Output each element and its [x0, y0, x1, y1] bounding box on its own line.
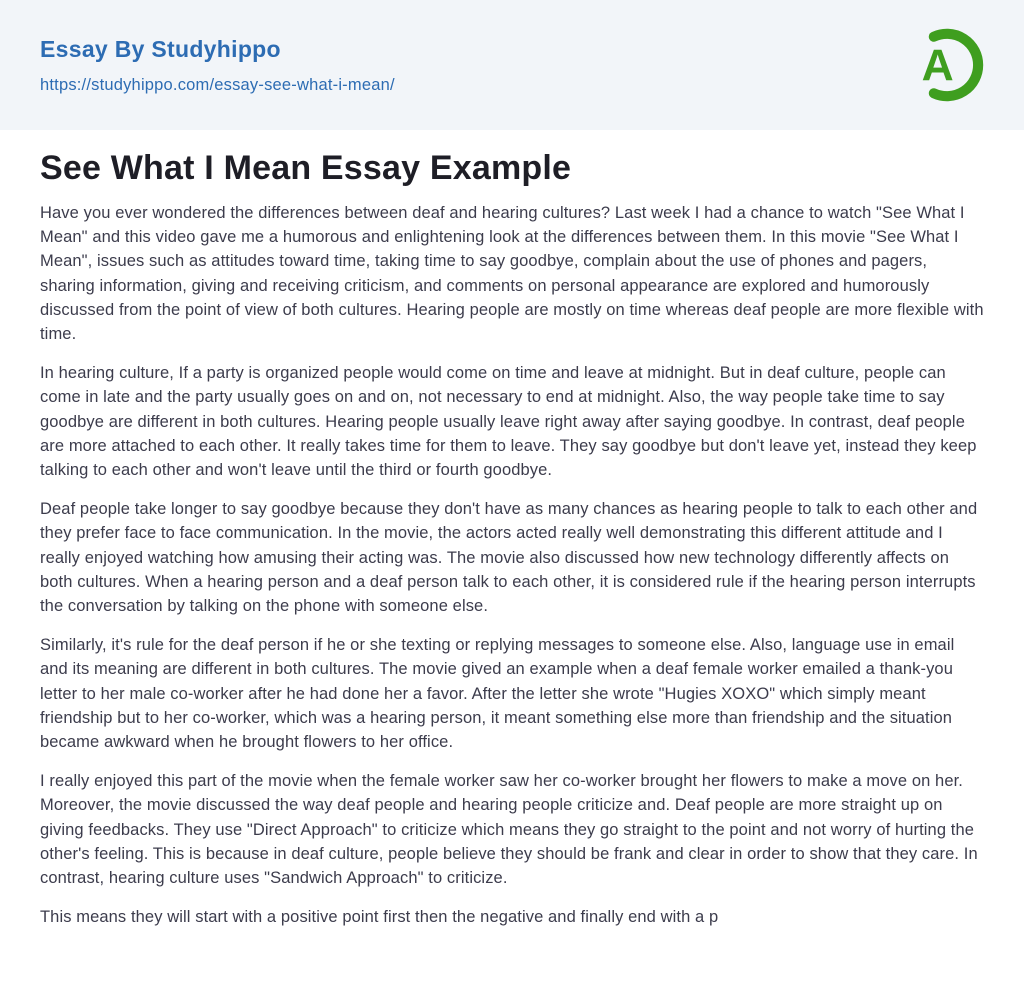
site-title: Essay By Studyhippo: [40, 35, 281, 62]
essay-body: [40, 201, 984, 929]
essay-paragraph: Similarly, it's rule for the deaf person if he or she texting or replying messages to someone else. Also, language use in email and its meaning are different in both cultures. The movie gived an example when a deaf female worker emailed a thank-you letter to her male co-worker after he had done her a favor. After the letter she wrote "Hugies XOXO" which simply meant friendship but to her co-worker, which was a hearing person, it meant something else more than friendship and the situation became awkward when he brought flowers to her office.: [40, 636, 955, 752]
logo-letter: A: [921, 41, 954, 91]
essay-url-link[interactable]: https://studyhippo.com/essay-see-what-i-mean/: [40, 75, 395, 94]
essay-paragraph: In hearing culture, If a party is organized people would come on time and leave at midnight. But in deaf culture, people can come in late and the party usually goes on and on, not necessary to end at midnight. Also, the way people take time to say goodbye are different in both cultures. Hearing people usually leave right away after saying goodbye. In contrast, deaf people are more attached to each other. It really takes time for them to leave. They say goodbye but don't leave yet, instead they keep talking to each other and won't leave until the third or fourth goodbye.: [40, 364, 977, 480]
page-title: See What I Mean Essay Example: [40, 149, 572, 187]
essay-content: [0, 130, 1024, 929]
essay-paragraph: Deaf people take longer to say goodbye because they don't have as many chances as hearing people to talk to each other and they prefer face to face communication. In the movie, the actors acted really well demonstrating this different attitude and I really enjoyed watching how amusing their acting was. The movie also discussed how new technology differently affects on both cultures. When a hearing person and a deaf person talk to each other, it is considered rule if the hearing person interrupts the conversation by talking on the phone with someone else.: [40, 500, 978, 616]
essay-paragraph: Have you ever wondered the differences between deaf and hearing cultures? Last week I had a chance to watch "See What I Mean" and this video gave me a humorous and enlightening look at the differences between them. In this movie "See What I Mean", issues such as attitudes toward time, taking time to say goodbye, complain about the use of phones and pagers, sharing information, giving and receiving criticism, and comments on personal appearance are explored and humorously discussed from the point of view of both cultures. Hearing people are mostly on time whereas deaf people are more flexible with time.: [40, 204, 984, 344]
header-text-block: [40, 36, 395, 95]
essay-paragraph: I really enjoyed this part of the movie when the female worker saw her co-worker brought her flowers to make a move on her. Moreover, the movie discussed the way deaf people and hearing people criticize and. Deaf people are more straight up on giving feedbacks. They use "Direct Approach" to criticize which means they go straight to the point and not worry of hurting the other's feeling. This is because in deaf culture, people believe they should be frank and clear in order to show that they care. In contrast, hearing culture uses "Sandwich Approach" to criticize.: [40, 772, 978, 888]
studyhippo-logo-icon[interactable]: [908, 26, 986, 104]
essay-paragraph: This means they will start with a positive point first then the negative and finally end with a p: [40, 908, 719, 927]
page-header: [0, 0, 1024, 130]
